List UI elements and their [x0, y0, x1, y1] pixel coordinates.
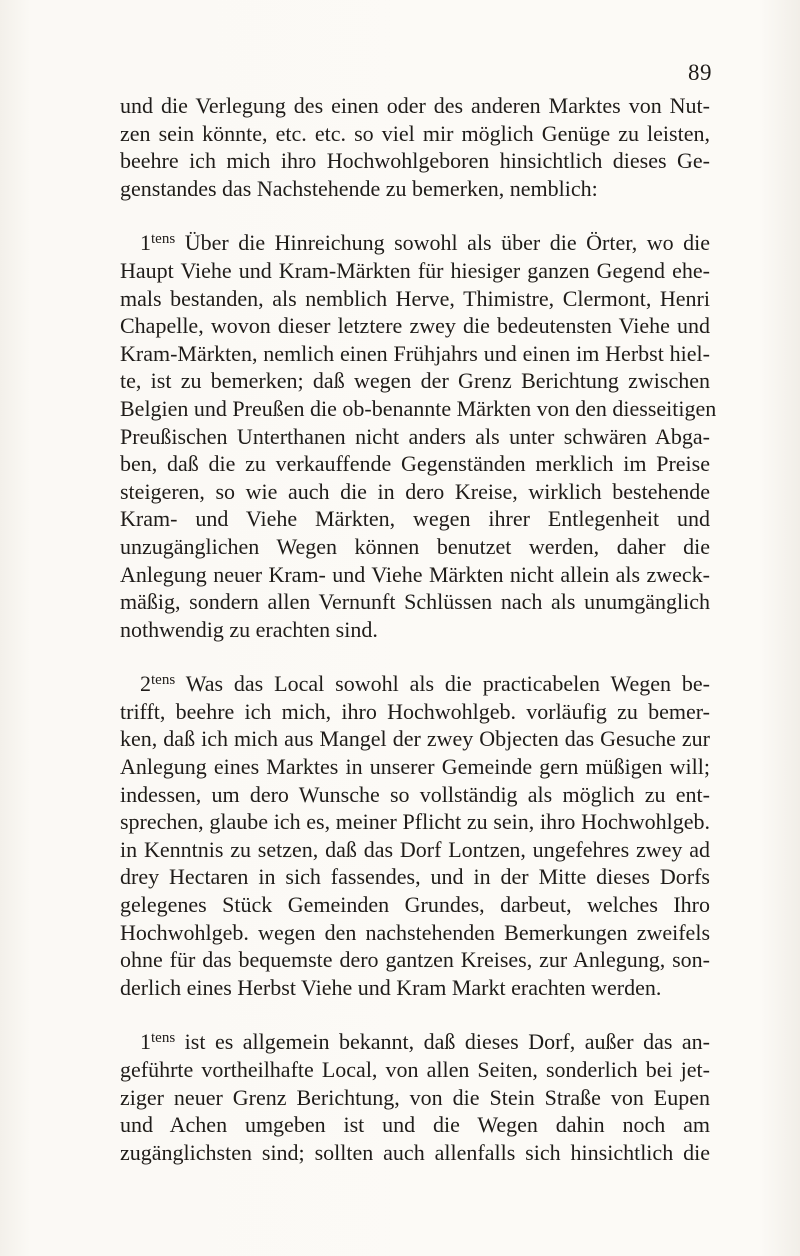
first-line-text: Was das Local sowohl als die practicabelen Wegen be- — [185, 671, 710, 697]
ordinal-suffix: tens — [151, 672, 176, 689]
text-line: gelegenes Stück Gemeinden Grundes, darbeut, welches Ihro — [120, 892, 710, 918]
text-line: Haupt Viehe und Kram-Märkten für hiesiger ganzen Gegend ehe- — [120, 257, 710, 283]
text-line — [120, 1028, 710, 1056]
ordinal-number: 1 — [140, 230, 151, 256]
ordinal-number: 1 — [140, 1029, 151, 1055]
text-line: Hochwohlgeb. wegen den nachstehenden Bemerkungen zweifels — [120, 919, 710, 945]
ordinal-number: 2 — [140, 671, 151, 697]
text-line: nothwendig zu erachten sind. — [120, 616, 378, 642]
page-number: 89 — [688, 60, 712, 85]
text-line: drey Hectaren in sich fassendes, und in der Mitte dieses Dorfs — [120, 864, 710, 890]
text-line: Belgien und Preußen die ob-benannte Märkten von den diesseitigen — [120, 395, 717, 421]
text-line: zen sein könnte, etc. etc. so viel mir möglich Genüge zu leisten, — [120, 120, 710, 146]
text-line: zugänglichsten sind; sollten auch allenfalls sich hinsichtlich die — [120, 1139, 710, 1165]
text-line: und Achen umgeben ist und die Wegen dahin noch am — [120, 1112, 710, 1138]
ordinal-suffix: tens — [151, 1030, 176, 1047]
text-line: beehre ich mich ihro Hochwohlgeboren hinsichtlich dieses Ge- — [120, 148, 710, 174]
text-line: ohne für das bequemste dero gantzen Kreises, zur Anlegung, son- — [120, 947, 710, 973]
text-line: mals bestanden, als nemblich Herve, Thimistre, Clermont, Henri — [120, 285, 710, 311]
paragraph-intro — [120, 92, 710, 202]
text-line: und die Verlegung des einen oder des anderen Marktes von Nut- — [120, 93, 710, 118]
text-line — [120, 229, 710, 257]
text-line: Chapelle, wovon dieser letztere zwey die bedeutensten Viehe und — [120, 313, 710, 339]
text-line: Preußischen Unterthanen nicht anders als unter schwären Abga- — [120, 423, 710, 449]
text-line: ben, daß die zu verkauffende Gegenständen merklich im Preise — [120, 451, 710, 477]
text-line: Anlegung eines Marktes in unserer Gemeinde gern müßigen will; — [120, 754, 710, 780]
text-line: Kram-Märkten, nemlich einen Frühjahrs und einen im Herbst hiel- — [120, 340, 710, 366]
text-line: unzugänglichen Wegen können benutzet werden, daher die — [120, 533, 710, 559]
first-line-text: ist es allgemein bekannt, daß dieses Dorf, außer das an- — [184, 1029, 710, 1055]
text-line: mäßig, sondern allen Vernunft Schlüssen nach als unumgänglich — [120, 589, 710, 615]
text-line: genstandes das Nachstehende zu bemerken, nemblich: — [120, 175, 598, 201]
text-line: derlich eines Herbst Viehe und Kram Markt erachten werden. — [120, 974, 662, 1000]
text-line: ziger neuer Grenz Berichtung, von die Stein Straße von Eupen — [120, 1084, 710, 1110]
ordinal-suffix: tens — [151, 231, 176, 248]
text-line — [120, 670, 710, 698]
text-line: geführte vortheilhafte Local, von allen Seiten, sonderlich bei jet- — [120, 1057, 710, 1082]
text-line: te, ist zu bemerken; daß wegen der Grenz Berichtung zwischen — [120, 368, 710, 394]
text-line: in Kenntnis zu setzen, daß das Dorf Lontzen, ungefehres zwey ad — [120, 836, 710, 862]
text-line: Anlegung neuer Kram- und Viehe Märkten nicht allein als zweck- — [120, 561, 710, 587]
first-line-text: Über die Hinreichung sowohl als über die Örter, wo die — [184, 230, 711, 256]
text-line: ken, daß ich mich aus Mangel der zwey Objecten das Gesuche zur — [120, 726, 710, 752]
paragraph-first-point — [120, 229, 717, 643]
text-line: steigeren, so wie auch die in dero Kreise, wirklich bestehende — [120, 478, 710, 504]
text-line: indessen, um dero Wunsche so vollständig als möglich zu ent- — [120, 781, 710, 807]
text-line: sprechen, glaube ich es, meiner Pflicht zu sein, ihro Hochwohlgeb. — [120, 809, 710, 835]
paragraph-third-point — [120, 1028, 710, 1166]
text-line: trifft, beehre ich mich, ihro Hochwohlgeb. vorläufig zu bemer- — [120, 698, 710, 724]
paragraph-second-point — [120, 670, 710, 1001]
text-line: Kram- und Viehe Märkten, wegen ihrer Entlegenheit und — [120, 506, 710, 532]
body-text — [120, 92, 717, 1166]
